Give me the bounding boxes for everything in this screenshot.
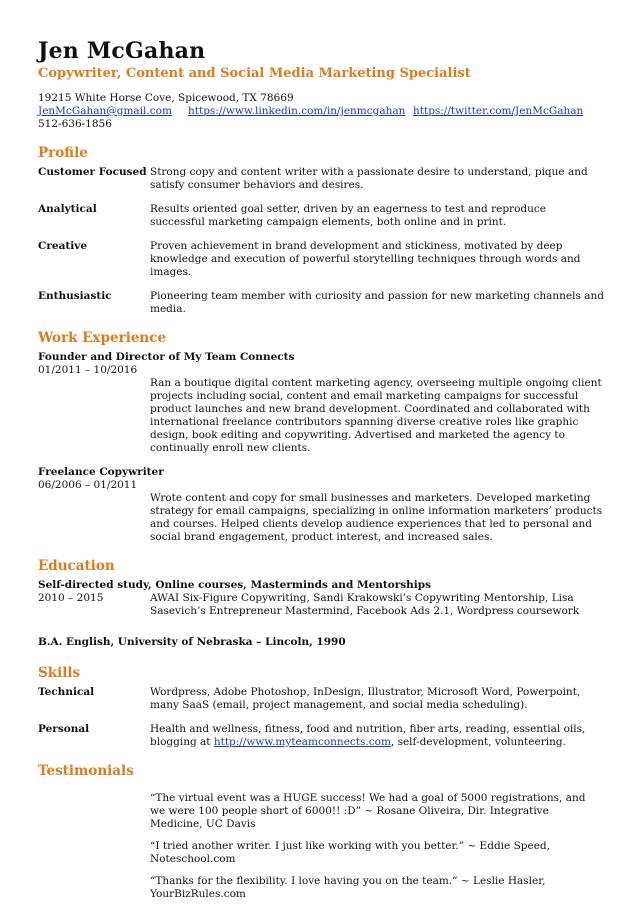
profile-label: Creative <box>38 240 87 252</box>
linkedin-link[interactable]: https://www.linkedin.com/in/jenmcgahan <box>188 105 406 117</box>
skill-item <box>38 723 604 749</box>
profile-heading: Profile <box>38 145 88 161</box>
profile-label: Customer Focused <box>38 166 147 178</box>
profile-text: Strong copy and content writer with a passionate desire to understand, pique and satisfy consumer behaviors and desires. <box>150 166 588 191</box>
profile-item <box>38 290 604 316</box>
education-dates: 2010 – 2015 <box>38 592 104 604</box>
email-link[interactable]: JenMcGahan@gmail.com <box>38 105 172 117</box>
job-title: Founder and Director of My Team Connects <box>38 351 295 363</box>
contact-block <box>38 92 604 131</box>
skill-item <box>38 686 604 712</box>
testimonial-quote: “The virtual event was a HUGE success! We had a goal of 5000 registrations, and we were 100 people short of 6000!! :D” ~ Rosane Oliveira, Dir. Integrative Medicine, UC Davis <box>150 792 586 830</box>
contact-links <box>38 105 604 118</box>
phone: 512-636-1856 <box>38 118 112 130</box>
profile-text: Pioneering team member with curiosity and passion for new marketing channels and media. <box>150 290 604 315</box>
skills-heading: Skills <box>38 665 81 681</box>
testimonials-heading: Testimonials <box>38 763 134 779</box>
degree-title: B.A. English, University of Nebraska – Lincoln, 1990 <box>38 636 346 648</box>
address: 19215 White Horse Cove, Spicewood, TX 78669 <box>38 92 294 104</box>
skill-text: Wordpress, Adobe Photoshop, InDesign, Illustrator, Microsoft Word, Powerpoint, many SaaS (email, project management, and social media scheduling). <box>150 686 581 711</box>
education-entry-title: Self-directed study, Online courses, Masterminds and Mentorships <box>38 579 432 591</box>
profile-item <box>38 203 604 229</box>
profile-label: Analytical <box>38 203 97 215</box>
testimonial-quote: “I tried another writer. I just like working with you better.” ~ Eddie Speed, Noteschool.com <box>150 840 550 865</box>
skill-label: Personal <box>38 723 90 735</box>
job-dates: 06/2006 – 01/2011 <box>38 479 138 491</box>
education-description: AWAI Six-Figure Copywriting, Sandi Krakowski’s Copywriting Mentorship, Lisa Sasevich’s Entrepreneur Mastermind, Facebook Ads 2.1, Wordpress coursework <box>150 592 580 617</box>
website-link[interactable]: http://www.myteamconnects.com <box>213 736 391 748</box>
resume-page <box>38 38 604 910</box>
skill-text-before: Health and wellness, fitness, food and nutrition, fiber arts, reading, essential oils, blogging at <box>150 723 586 748</box>
profile-item <box>38 240 604 279</box>
job-title: Freelance Copywriter <box>38 466 164 478</box>
work-heading: Work Experience <box>38 330 167 346</box>
name-heading: Jen McGahan <box>38 38 206 64</box>
skill-text-after: , self-development, volunteering. <box>390 736 566 748</box>
education-heading: Education <box>38 558 115 574</box>
profile-text: Proven achievement in brand development and stickiness, motivated by deep knowledge and execution of powerful storytelling techniques through words and images. <box>150 240 581 278</box>
skill-label: Technical <box>38 686 95 698</box>
profile-label: Enthusiastic <box>38 290 112 302</box>
profile-text: Results oriented goal setter, driven by an eagerness to test and reproduce successful marketing campaign elements, both online and in print. <box>150 203 546 228</box>
job-description: Wrote content and copy for small businesses and marketers. Developed marketing strategy for email campaigns, specializing in online information marketers’ products and courses. Helped clients develop audience experiences that led to personal and social brand engagement, product interest, and increased sales. <box>150 492 603 543</box>
job-description: Ran a boutique digital content marketing agency, overseeing multiple ongoing client projects including social, content and email marketing campaigns for successful product launches and new brand development. Coordinated and collaborated with international freelance contributors spanning diverse creative roles like graphic design, book editing and copywriting. Advertised and marketed the agency to continually enroll new clients. <box>150 377 602 454</box>
education-entry <box>38 592 604 618</box>
skill-text <box>150 723 604 749</box>
job-title-subtitle: Copywriter, Content and Social Media Marketing Specialist <box>38 66 471 81</box>
twitter-link[interactable]: https://twitter.com/JenMcGahan <box>413 105 584 117</box>
job-dates: 01/2011 – 10/2016 <box>38 364 138 376</box>
testimonial-quote: “Thanks for the flexibility. I love having you on the team.” ~ Leslie Hasler, YourBizRules.com <box>150 875 546 900</box>
profile-item <box>38 166 604 192</box>
